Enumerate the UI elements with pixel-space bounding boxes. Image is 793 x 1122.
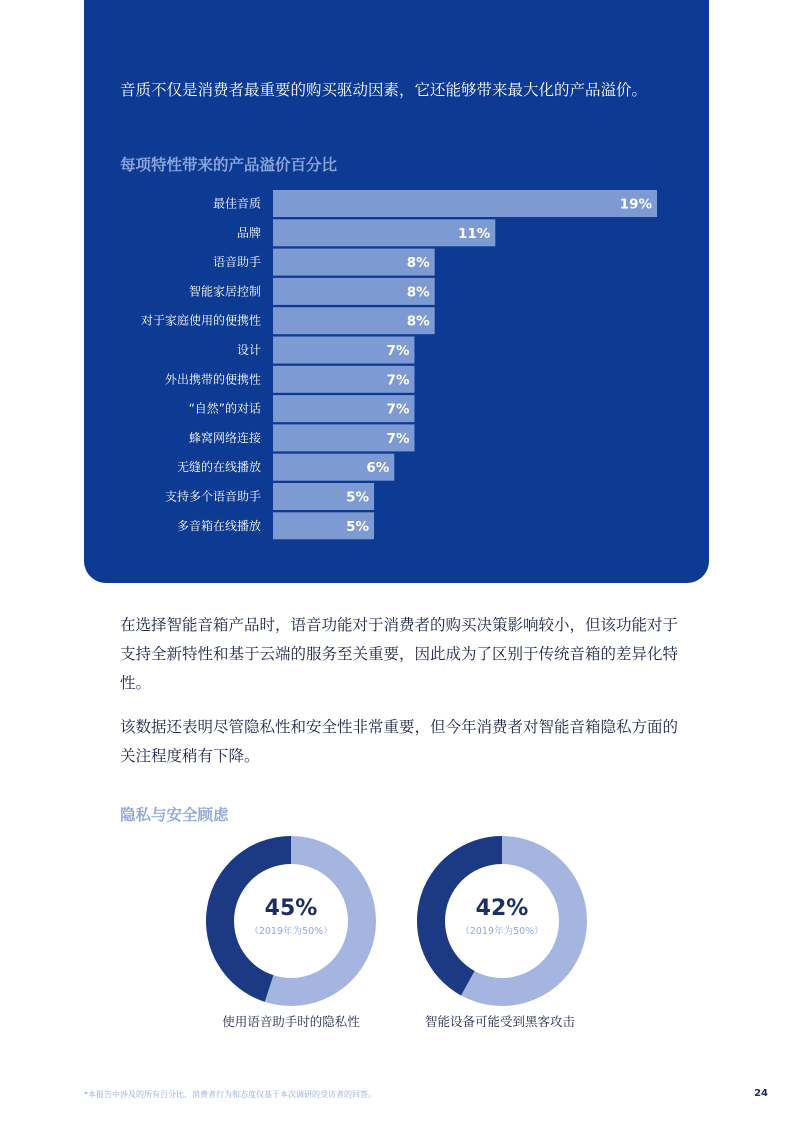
value-label: 7% xyxy=(386,401,410,418)
donut-label-hacking: 智能设备可能受到黑客攻击 xyxy=(424,1014,575,1029)
category-label: 蜂窝网络连接 xyxy=(188,430,261,445)
body-paragraph-2: 该数据还表明尽管隐私性和安全性非常重要，但今年消费者对智能音箱隐私方面的关注程度稍有下降。 xyxy=(120,718,679,765)
value-label: 6% xyxy=(366,460,390,477)
value-label: 8% xyxy=(406,313,430,330)
value-label: 8% xyxy=(406,255,430,272)
category-label: 品牌 xyxy=(236,225,261,240)
value-label: 7% xyxy=(386,430,410,447)
bar-0 xyxy=(273,190,657,217)
footnote: *本报告中涉及的所有百分比、消费者行为和态度仅基于本次调研的受访者的回答。 xyxy=(84,1090,376,1099)
value-label: 7% xyxy=(386,343,410,359)
category-label: 语音助手 xyxy=(212,255,261,270)
category-label: 智能家居控制 xyxy=(188,284,261,299)
category-label: “自然”的对话 xyxy=(188,401,261,416)
donut-center-hacking xyxy=(445,864,559,937)
category-label: 无缝的在线播放 xyxy=(176,460,261,475)
value-label: 5% xyxy=(346,489,370,506)
intro-text: 音质不仅是消费者最重要的购买驱动因素，它还能够带来最大化的产品溢价。 xyxy=(120,81,648,99)
value-label: 11% xyxy=(457,225,491,242)
value-label: 7% xyxy=(386,372,410,389)
category-label: 多音箱在线播放 xyxy=(176,518,261,533)
donut-sublabel: （2019年为50%） xyxy=(249,926,333,937)
donut-center-privacy xyxy=(234,864,348,937)
premium-bar-chart xyxy=(84,0,709,583)
category-label: 外出携带的便携性 xyxy=(164,372,261,387)
donut-sublabel: （2019年为50%） xyxy=(460,926,544,937)
value-label: 19% xyxy=(619,196,652,213)
category-label: 对于家庭使用的便携性 xyxy=(140,313,261,328)
section-title: 隐私与安全顾虑 xyxy=(120,806,229,824)
category-label: 支持多个语音助手 xyxy=(164,489,261,504)
chart-title: 每项特性带来的产品溢价百分比 xyxy=(120,156,338,174)
body-paragraph-1: 在选择智能音箱产品时，语音功能对于消费者的购买决策影响较小，但该功能对于支持全新特性和基于云端的服务至关重要，因此成为了区别于传统音箱的差异化特性。 xyxy=(120,616,679,692)
value-label: 8% xyxy=(406,284,430,301)
donut-value: 45% xyxy=(264,896,318,921)
category-label: 设计 xyxy=(236,343,261,357)
page-number: 24 xyxy=(754,1088,768,1099)
value-label: 5% xyxy=(346,518,370,535)
donut-value: 42% xyxy=(475,896,529,921)
category-label: 最佳音质 xyxy=(212,196,261,211)
donut-label-privacy: 使用语音助手时的隐私性 xyxy=(222,1014,360,1029)
